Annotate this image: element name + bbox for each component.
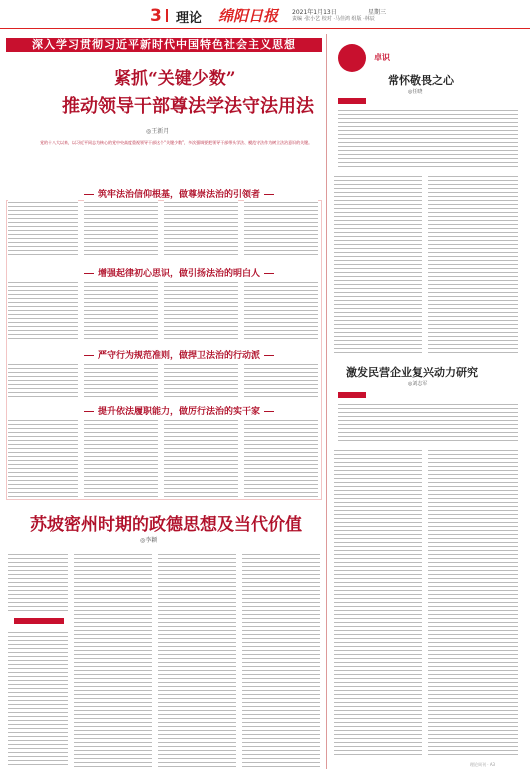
issue-weekday: 星期三 bbox=[368, 9, 387, 16]
second-text-col4 bbox=[242, 552, 320, 768]
right-article-title-2: 激发民营企业复兴动力研究 bbox=[346, 366, 478, 379]
section-name: 理论 bbox=[176, 11, 203, 26]
second-text-col1 bbox=[8, 630, 68, 768]
right-column bbox=[328, 34, 524, 769]
editorial-staff: 责编 ·张小艺 校对 ·马佳鸿 组版 ·林辰 bbox=[292, 16, 375, 22]
page-number: 3 bbox=[150, 6, 162, 26]
masthead bbox=[0, 0, 530, 30]
lead-text-col1-d bbox=[8, 418, 78, 498]
second-text-col2 bbox=[74, 552, 152, 768]
right-article-title-1: 常怀敬畏之心 bbox=[388, 74, 454, 87]
right-text-col1-a bbox=[334, 174, 422, 354]
sub-heading-4: 提升依法履职能力，做厉行法治的实干家 bbox=[80, 404, 278, 417]
second-abstract bbox=[8, 552, 68, 612]
second-text-col3 bbox=[158, 552, 236, 768]
topic-banner: 深入学习贯彻习近平新时代中国特色社会主义思想 bbox=[6, 38, 322, 52]
right-article-byline-1: ◎任晓 bbox=[408, 89, 423, 95]
right-text-col1-b bbox=[334, 448, 422, 758]
masthead-rule bbox=[0, 28, 530, 29]
footer-mark: 理论周刊 · A3 bbox=[470, 762, 496, 767]
issue-date: 2021年1月13日 bbox=[292, 9, 337, 16]
lead-byline: ◎王新月 bbox=[146, 128, 170, 135]
lead-text-col1-c bbox=[8, 362, 78, 400]
lead-text-col4-a bbox=[244, 200, 318, 258]
lead-headline-line1: 紧抓“关键少数” bbox=[114, 69, 236, 89]
lead-headline-line2: 推动领导干部尊法学法守法用法 bbox=[62, 96, 314, 117]
lead-text-col4-c bbox=[244, 362, 318, 400]
lead-text-col4-b bbox=[244, 280, 318, 342]
right-text-col2-a bbox=[428, 174, 518, 354]
lead-abstract: 党的十八大以来，以习近平同志为核心的党中央高度重视领导干部这个“关键少数”，多次强调要把领导干部带头学法、模范守法作为树立法治意识的关键。 bbox=[40, 140, 313, 145]
lead-text-col2-a bbox=[84, 200, 158, 258]
right-text-col2-b bbox=[428, 448, 518, 758]
opinion-badge-icon bbox=[338, 44, 366, 72]
paper-logo: 绵阳日报 bbox=[218, 7, 279, 25]
masthead-divider bbox=[166, 9, 168, 22]
lead-text-col3-d bbox=[164, 418, 238, 498]
right-article-byline-2: ◎刘志军 bbox=[408, 381, 428, 387]
second-subhead-tag-1 bbox=[14, 618, 64, 624]
lead-text-col3-a bbox=[164, 200, 238, 258]
sub-heading-3: 严守行为规范准则，做捍卫法治的行动派 bbox=[80, 348, 278, 361]
lead-text-col2-b bbox=[84, 280, 158, 342]
lead-text-col1-b bbox=[8, 280, 78, 342]
opinion-badge: 卓识 bbox=[374, 53, 390, 62]
lead-text-col3-c bbox=[164, 362, 238, 400]
second-article-byline: ◎李颖 bbox=[140, 537, 158, 544]
right-intro-tag-1 bbox=[338, 98, 366, 104]
right-intro-tag-2 bbox=[338, 392, 366, 398]
column-divider bbox=[326, 34, 327, 769]
right-intro-1 bbox=[338, 108, 518, 168]
lead-text-col2-d bbox=[84, 418, 158, 498]
lead-text-col3-b bbox=[164, 280, 238, 342]
lead-text-col2-c bbox=[84, 362, 158, 400]
lead-text-col4-d bbox=[244, 418, 318, 498]
sub-heading-1: 筑牢法治信仰根基，做尊崇法治的引领者 bbox=[80, 187, 278, 200]
lead-text-col1-a bbox=[8, 200, 78, 258]
lead-article-header bbox=[6, 56, 322, 136]
right-intro-2 bbox=[338, 402, 518, 442]
sub-heading-2: 增强起律初心思识，做引扬法治的明白人 bbox=[80, 266, 278, 279]
second-article-headline: 苏坡密州时期的政德思想及当代价值 bbox=[30, 515, 302, 535]
